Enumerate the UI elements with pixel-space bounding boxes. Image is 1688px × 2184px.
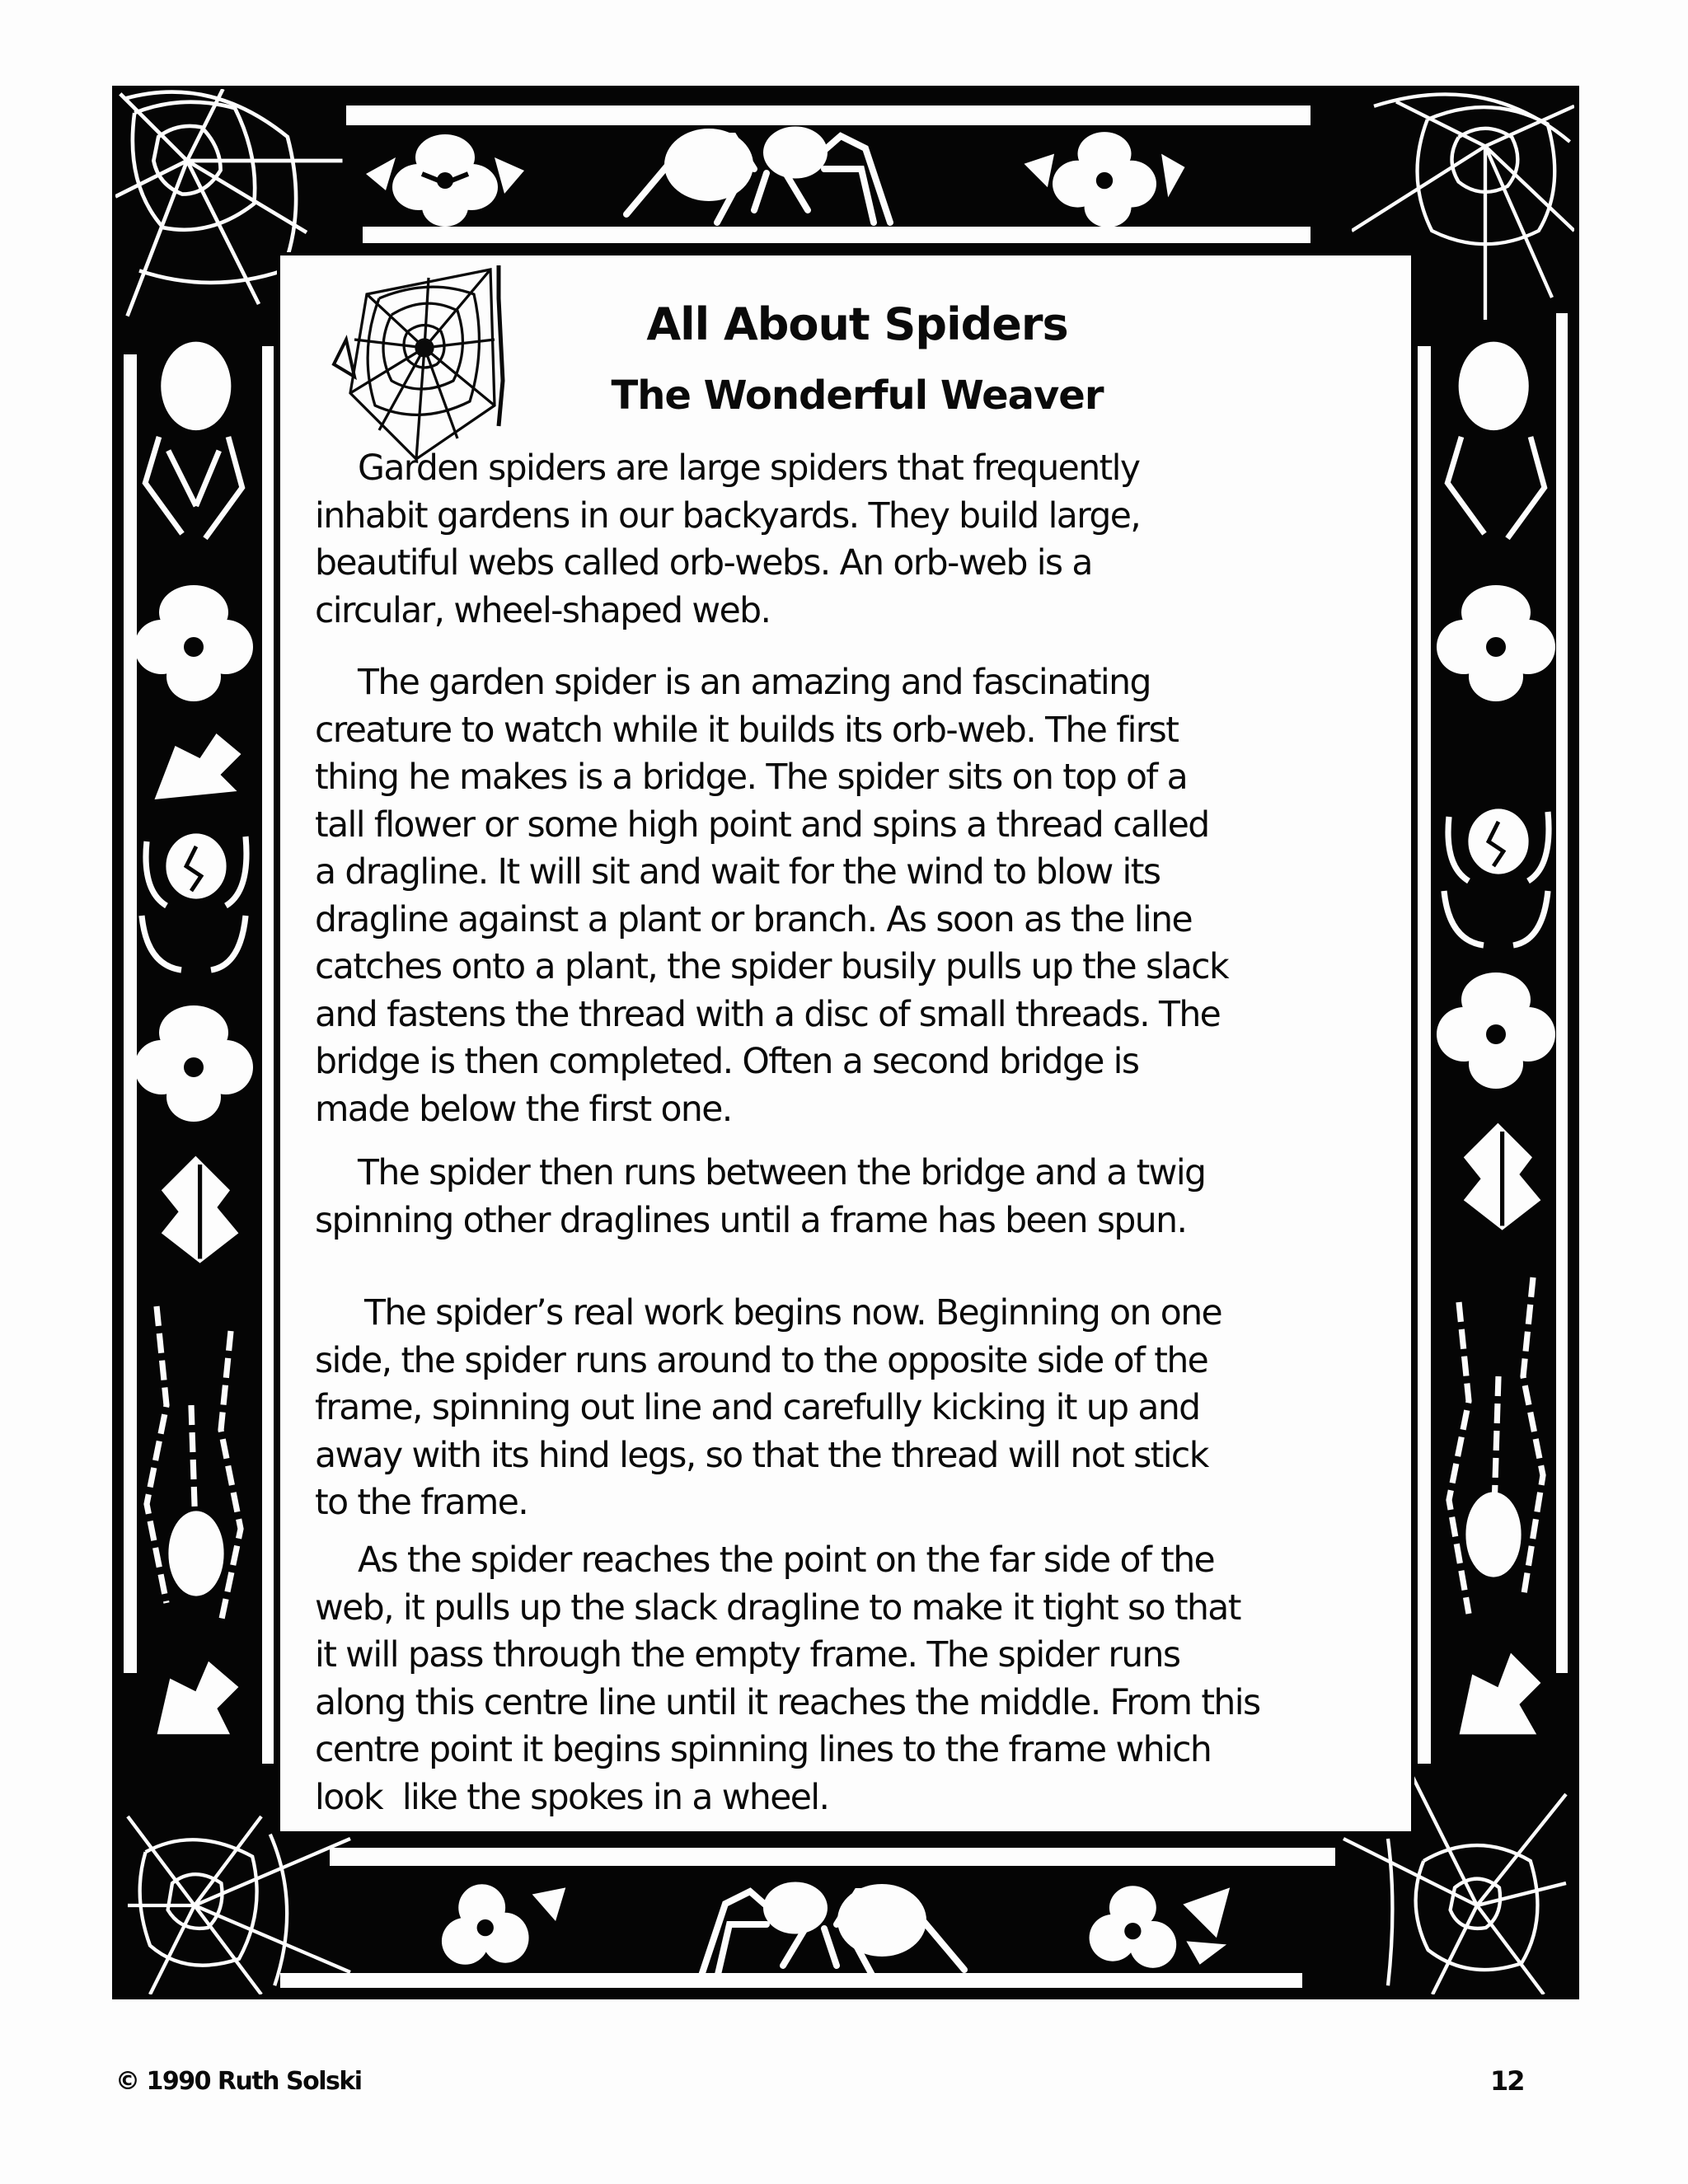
text-line: it will pass through the empty frame. The spider runs xyxy=(315,1635,1180,1675)
leaf-icon xyxy=(1447,1640,1554,1747)
text-line: The garden spider is an amazing and fascinating xyxy=(358,663,1151,703)
paragraph-5 xyxy=(315,1537,1403,1821)
text-line: The spider then runs between the bridge and a twig xyxy=(358,1153,1206,1193)
page-title: All About Spiders xyxy=(646,298,1068,350)
paragraph-1 xyxy=(315,445,1403,635)
text-line: web, it pulls up the slack dragline to make it tight so that xyxy=(315,1587,1240,1629)
text-line: circular, wheel-shaped web. xyxy=(315,590,771,631)
text-line: made below the first one. xyxy=(315,1089,732,1130)
spider-icon xyxy=(1434,321,1558,552)
pansy-flower-icon xyxy=(363,124,528,231)
text-line: look like the spokes in a wheel. xyxy=(315,1777,829,1818)
spider-icon xyxy=(132,321,256,552)
pansy-flower-icon xyxy=(1434,964,1558,1104)
text-line: spinning other draglines until a frame has been spun. xyxy=(315,1200,1187,1241)
text-line: beautiful webs called orb-webs. An orb-web is a xyxy=(315,543,1092,583)
pansy-flower-icon xyxy=(404,1871,593,1978)
text-line: catches onto a plant, the spider busily pulls up the slack xyxy=(315,947,1228,987)
leaf-icon xyxy=(144,1648,251,1747)
text-line: Garden spiders are large spiders that frequently xyxy=(358,448,1140,489)
text-line: thing he makes is a bridge. The spider sits on top of a xyxy=(315,757,1188,798)
page-number: 12 xyxy=(1490,2065,1524,2097)
pansy-flower-icon xyxy=(1071,1871,1261,1978)
text-line: tall flower or some high point and spins a thread called xyxy=(315,804,1209,846)
spider-web-icon xyxy=(326,257,532,455)
text-line: side, the spider runs around to the opposite side of the xyxy=(315,1340,1208,1381)
copyright-notice: © 1990 Ruth Solski xyxy=(115,2067,362,2096)
leaf-icon xyxy=(144,725,251,808)
text-line: bridge is then completed. Often a second bridge is xyxy=(315,1042,1139,1082)
text-line: along this centre line until it reaches the middle. From this xyxy=(315,1682,1260,1723)
spider-icon xyxy=(1434,1269,1558,1632)
spider-icon xyxy=(1434,791,1558,956)
pansy-flower-icon xyxy=(132,997,256,1137)
spider-icon xyxy=(610,107,940,231)
text-line: centre point it begins spinning lines to the frame which xyxy=(315,1730,1212,1770)
text-line: and fastens the thread with a disc of small threads. The xyxy=(315,994,1221,1035)
pansy-flower-icon xyxy=(132,577,256,717)
right-band-stripe-outer xyxy=(1556,313,1568,1673)
paragraph-4 xyxy=(315,1290,1403,1527)
text-line: As the spider reaches the point on the far side of the xyxy=(358,1540,1215,1581)
text-line: creature to watch while it builds its orb-web. The first xyxy=(315,710,1179,751)
paragraph-2 xyxy=(315,659,1403,1133)
page-subtitle: The Wonderful Weaver xyxy=(611,373,1104,419)
pansy-flower-icon xyxy=(1434,577,1558,717)
spider-icon xyxy=(132,1302,256,1632)
leaf-icon xyxy=(1447,1113,1554,1236)
text-line: frame, spinning out line and carefully kicking it up and xyxy=(315,1388,1200,1428)
text-line: away with its hind legs, so that the thread will not stick xyxy=(315,1435,1208,1476)
right-band-stripe-inner xyxy=(1418,346,1431,1764)
spider-icon xyxy=(132,816,256,981)
text-line: inhabit gardens in our backyards. They build large, xyxy=(315,495,1141,537)
spider-icon xyxy=(651,1863,981,1986)
paragraph-3 xyxy=(315,1150,1403,1244)
text-line: The spider’s real work begins now. Beginning on one xyxy=(364,1293,1222,1333)
text-line: to the frame. xyxy=(315,1483,528,1523)
leaf-icon xyxy=(144,1146,251,1269)
pansy-flower-icon xyxy=(1014,124,1195,231)
text-line: dragline against a plant or branch. As soon as the line xyxy=(315,899,1193,940)
text-line: a dragline. It will sit and wait for the wind to blow its xyxy=(315,852,1160,893)
left-band-stripe-inner xyxy=(262,346,274,1764)
